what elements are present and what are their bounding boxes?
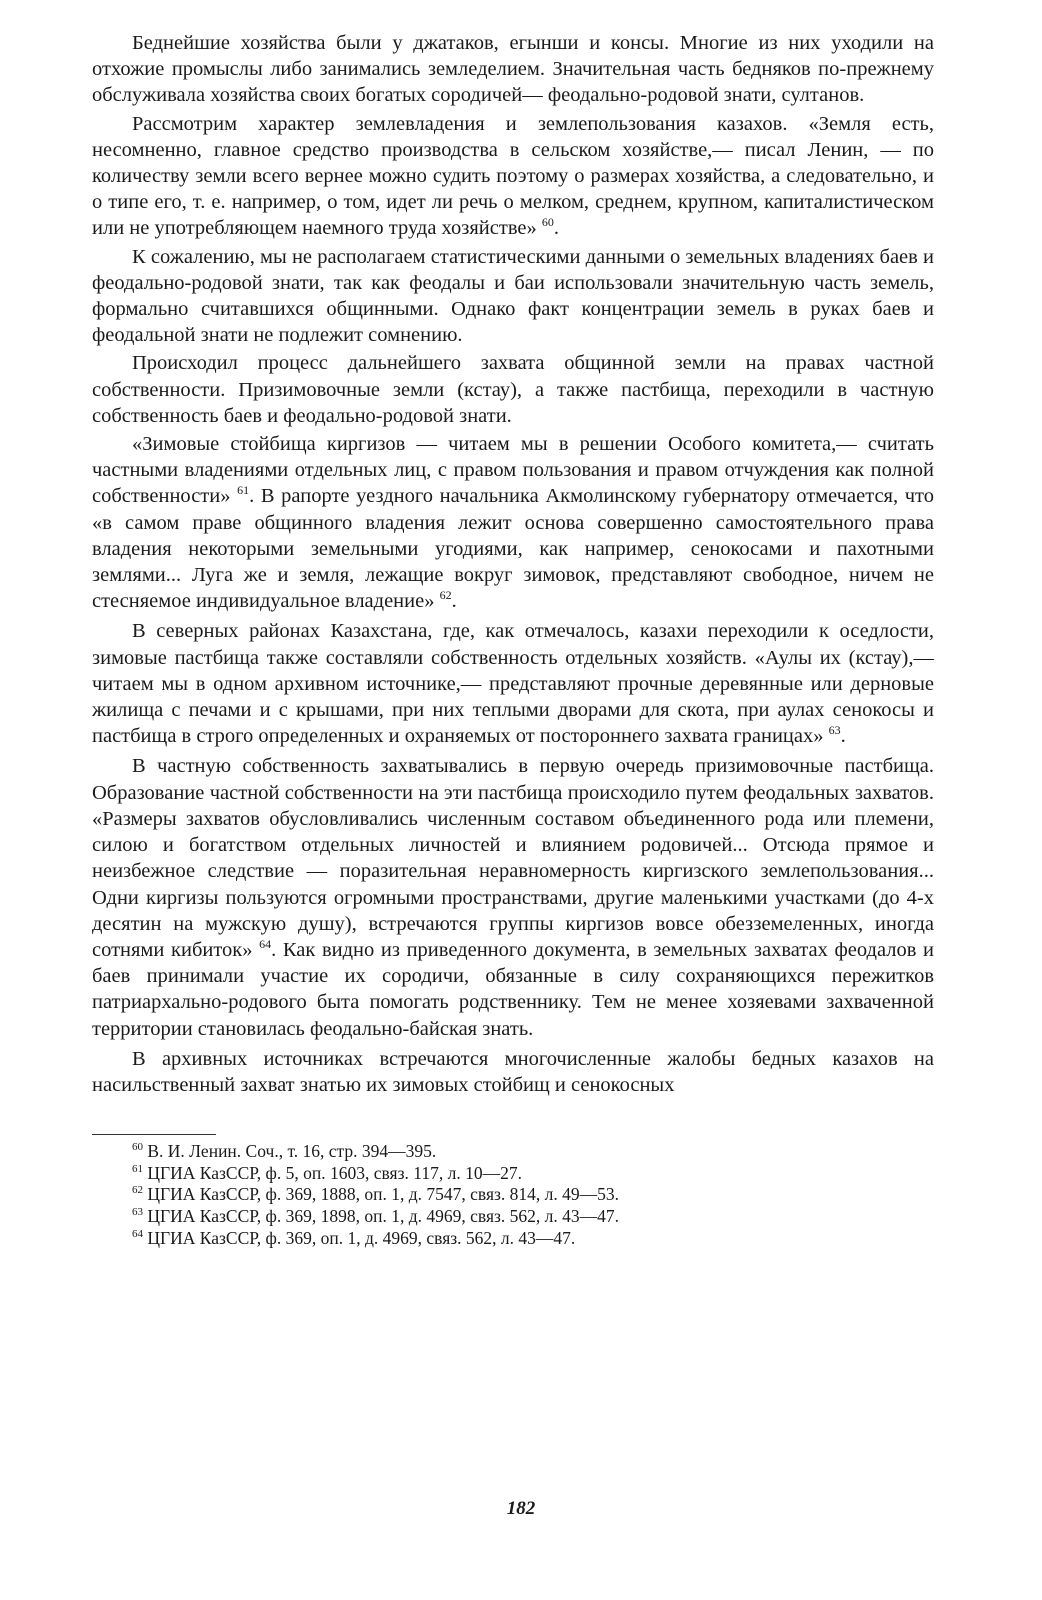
footnote: $^{63}$ ЦГИА КазССР, ф. 369, 1898, оп. 1, д. 4969, связ. 562, л. 43—47. (132, 1205, 620, 1226)
paragraph: Рассмотрим характер землевладения и землепользования казахов. «Земля есть, несомненно, главное средство производства в сельском хозяйстве,— писал Ленин, — по количеству земли всего вернее можно судить поэтому о размерах хозяйства, а следовательно, и о типе его, т. е. например, о том, идет ли речь о мелком, среднем, крупном, капиталистическом или не употребляющем наемного труда хозяйстве» $^{60}$. (92, 112, 934, 240)
page-body (92, 30, 934, 1249)
paragraph: «Зимовые стойбища киргизов — читаем мы в решении Особого комитета,— считать частными владениями отдельных лиц, с правом пользования и правом отчуждения как полной собственности» $^{61}$. В рапорте уездного начальника Акмолинскому губернатору отмечается, что «в самом праве общинного владения лежит основа совершенно самостоятельного права владения некоторыми земельными угодиями, как например, сенокосами и пахотными землями... Луга же и земля, лежащие вокруг зимовок, представляют свободное, ничем не стесняемое индивидуальное владение» $^{62}$. (92, 433, 934, 613)
footnote-number: 62 (132, 1184, 143, 1197)
footnote: $^{60}$ В. И. Ленин. Соч., т. 16, стр. 394—395. (132, 1141, 437, 1162)
footnote: $^{62}$ ЦГИА КазССР, ф. 369, 1888, оп. 1, д. 7547, связ. 814, л. 49—53. (132, 1184, 620, 1205)
footnote: $^{64}$ ЦГИА КазССР, ф. 369, оп. 1, д. 4969, связ. 562, л. 43—47. (132, 1227, 576, 1248)
footnote-ref: 61 (237, 483, 250, 498)
footnote-number: 63 (132, 1206, 143, 1219)
footnote-number: 61 (132, 1162, 143, 1175)
footnote-ref: 64 (259, 937, 272, 952)
footnote-divider (92, 1134, 216, 1135)
footnote: $^{61}$ ЦГИА КазССР, ф. 5, оп. 1603, связ. 117, л. 10—27. (132, 1162, 522, 1183)
paragraph: Беднейшие хозяйства были у джатаков, егынши и консы. Многие из них уходили на отхожие промыслы либо занимались земледелием. Значительная часть бедняков по-прежнему обслуживала хозяйства своих богатых сородичей— феодально-родовой знати, султанов. (92, 32, 934, 107)
paragraph: К сожалению, мы не располагаем статистическими данными о земельных владениях баев и феодально-родовой знати, так как феодалы и баи использовали значительную часть земель, формально считавшихся общинными. Однако факт концентрации земель в руках баев и феодальной знати не подлежит сомнению. (92, 245, 934, 347)
main-text (92, 30, 934, 1098)
paragraph: Происходил процесс дальнейшего захвата общинной земли на правах частной собственности. Призимовочные земли (кстау), а также пастбища, переходили в частную собственность баев и феодально-родовой знати. (92, 352, 934, 427)
page-number: 182 (506, 1498, 536, 1519)
footnote-number: 64 (132, 1227, 143, 1240)
footnotes (92, 1141, 934, 1249)
footnote-ref: 62 (439, 588, 452, 603)
footnote-ref: 63 (828, 723, 841, 738)
footnote-number: 60 (132, 1141, 143, 1154)
paragraph: В архивных источниках встречаются многочисленные жалобы бедных казахов на насильственный захват знатью их зимовых стойбищ и сенокосных (92, 1047, 934, 1096)
paragraph: В северных районах Казахстана, где, как отмечалось, казахи переходили к оседлости, зимовые пастбища также составляли собственность отдельных хозяйств. «Аулы их (кстау),— читаем мы в одном архивном источнике,— представляют прочные деревянные или дерновые жилища с печами и с крышами, при них теплыми дворами для скота, при аулах сенокосы и пастбища в строго определенных и охраняемых от постороннего захвата границах» $^{63}$. (92, 620, 934, 748)
paragraph: В частную собственность захватывались в первую очередь призимовочные пастбища. Образование частной собственности на эти пастбища происходило путем феодальных захватов. «Размеры захватов обусловливались численным составом объединенного рода или племени, силою и богатством отдельных личностей и влиянием родовичей... Отсюда прямое и неизбежное следствие — поразительная неравномерность киргизского землепользования... Одни киргизы пользуются огромными пространствами, другие маленькими участками (до 4-х десятин на мужскую душу), встречаются группы киргизов вовсе обезземеленных, иногда сотнями кибиток» $^{64}$. Как видно из приведенного документа, в земельных захватах феодалов и баев принимали участие их сородичи, обязанные в силу сохраняющихся пережитков патриархально-родового быта помогать родственнику. Тем не менее хозяевами захваченной территории становилась феодально-байская знать. (92, 755, 934, 1040)
footnote-ref: 60 (541, 215, 554, 230)
